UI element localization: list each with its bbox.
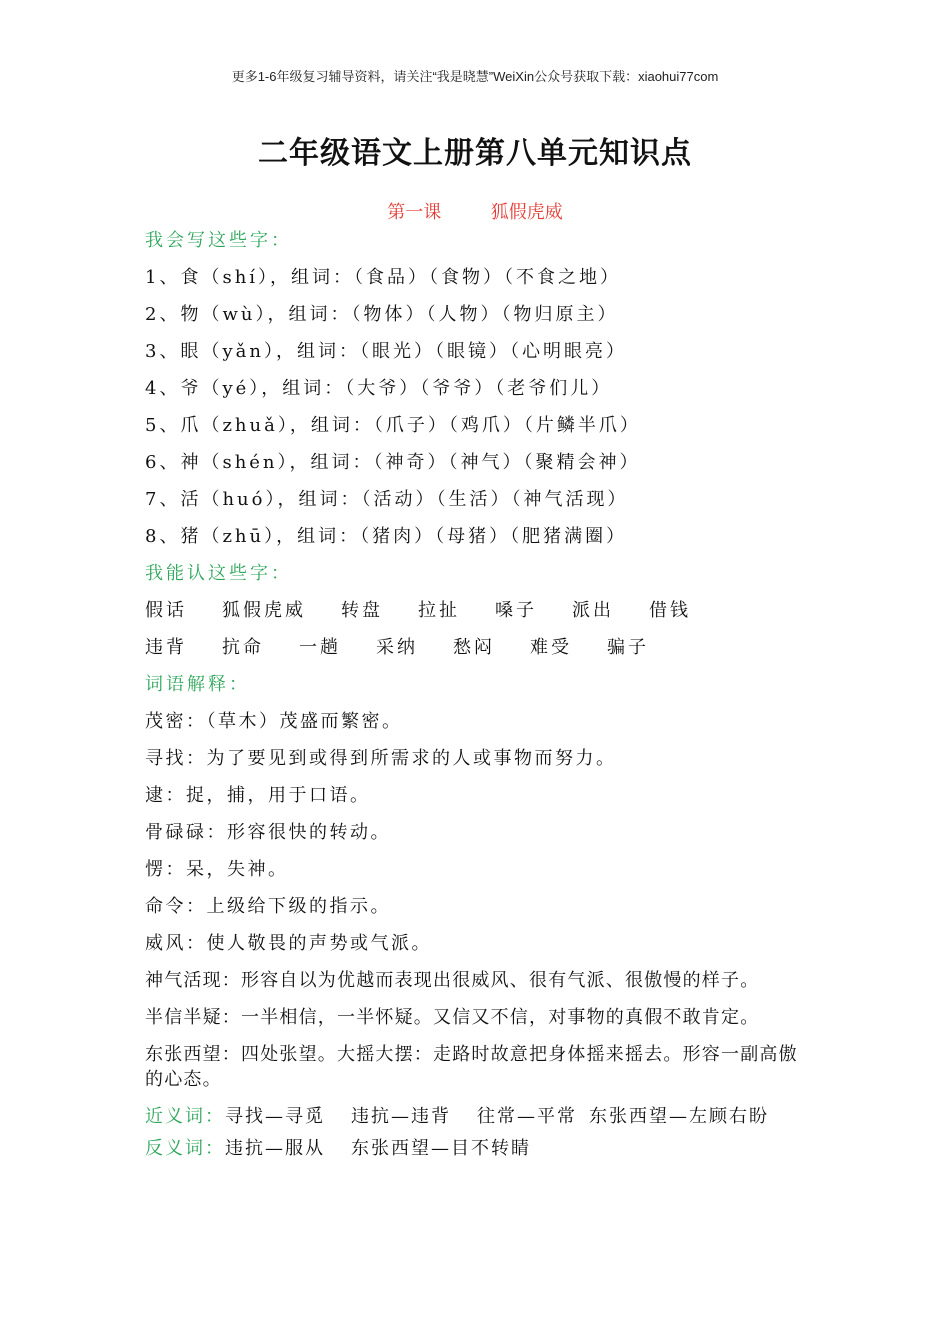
explanation: 东张西望：四处张望。大摇大摆：走路时故意把身体摇来摇去。形容一副高傲的心态。 bbox=[145, 1044, 798, 1090]
write-item: 1、食（shí），组词：（食品）（食物）（不食之地） bbox=[145, 267, 622, 288]
write-item: 7、活（huó），组词：（活动）（生活）（神气活现） bbox=[145, 489, 629, 510]
read-word: 派出 bbox=[572, 600, 614, 621]
write-item: 4、爷（yé），组词：（大爷）（爷爷）（老爷们儿） bbox=[145, 378, 613, 399]
read-word: 拉扯 bbox=[418, 600, 460, 621]
antonyms-label: 反义词： bbox=[145, 1138, 225, 1159]
read-word: 愁闷 bbox=[453, 637, 495, 658]
read-word: 难受 bbox=[530, 637, 572, 658]
read-row bbox=[145, 629, 815, 666]
explanation: 逮：捉，捕，用于口语。 bbox=[145, 785, 371, 806]
explanation: 威风：使人敬畏的声势或气派。 bbox=[145, 933, 432, 954]
antonym-pair: 东张西望—目不转睛 bbox=[351, 1138, 531, 1159]
read-word: 借钱 bbox=[649, 600, 691, 621]
explanation: 寻找：为了要见到或得到所需求的人或事物而努力。 bbox=[145, 748, 617, 769]
write-item: 6、神（shén），组词：（神奇）（神气）（聚精会神） bbox=[145, 452, 641, 473]
header-note: 更多1-6年级复习辅导资料，请关注“我是晓慧”WeiXin公众号获取下载：xiaohui77com bbox=[231, 69, 719, 84]
read-word: 假话 bbox=[145, 600, 187, 621]
explanation: 茂密：（草木）茂盛而繁密。 bbox=[145, 711, 403, 732]
synonyms-label: 近义词： bbox=[145, 1106, 225, 1127]
content-body bbox=[145, 222, 815, 1163]
read-word: 狐假虎威 bbox=[222, 600, 306, 621]
explanation: 半信半疑：一半相信，一半怀疑。又信又不信，对事物的真假不敢肯定。 bbox=[145, 1007, 760, 1028]
page-title: 二年级语文上册第八单元知识点 bbox=[258, 136, 692, 171]
synonym-pair: 寻找—寻觅 bbox=[225, 1106, 325, 1127]
explanation: 愣：呆，失神。 bbox=[145, 859, 289, 880]
lesson-name: 狐假虎威 bbox=[490, 202, 563, 223]
read-word: 抗命 bbox=[222, 637, 264, 658]
write-item: 8、猪（zhū），组词：（猪肉）（母猪）（肥猪满圈） bbox=[145, 526, 628, 547]
read-heading: 我能认这些字： bbox=[145, 563, 292, 584]
synonym-pair: 东张西望—左顾右盼 bbox=[589, 1106, 769, 1127]
synonym-pair: 往常—平常 bbox=[477, 1106, 577, 1127]
lesson-number: 第一课 bbox=[387, 202, 442, 223]
read-word: 一趟 bbox=[299, 637, 341, 658]
explanation: 神气活现：形容自以为优越而表现出很威风、很有气派、很傲慢的样子。 bbox=[145, 970, 760, 991]
synonyms bbox=[145, 1098, 815, 1135]
synonym-pair: 违抗—违背 bbox=[351, 1106, 451, 1127]
explanation: 命令：上级给下级的指示。 bbox=[145, 896, 391, 917]
write-item: 3、眼（yǎn），组词：（眼光）（眼镜）（心明眼亮） bbox=[145, 341, 627, 362]
write-item: 2、物（wù），组词：（物体）（人物）（物归原主） bbox=[145, 304, 619, 325]
read-row bbox=[145, 592, 815, 629]
read-word: 转盘 bbox=[341, 600, 383, 621]
lesson-title bbox=[0, 198, 950, 224]
read-word: 违背 bbox=[145, 637, 187, 658]
write-heading: 我会写这些字： bbox=[145, 230, 292, 251]
explanation: 骨碌碌：形容很快的转动。 bbox=[145, 822, 391, 843]
explain-heading: 词语解释： bbox=[145, 674, 250, 695]
read-word: 采纳 bbox=[376, 637, 418, 658]
write-item: 5、爪（zhuǎ），组词：（爪子）（鸡爪）（片鳞半爪） bbox=[145, 415, 641, 436]
antonym-pair: 违抗—服从 bbox=[225, 1138, 325, 1159]
read-word: 骗子 bbox=[607, 637, 649, 658]
read-word: 嗓子 bbox=[495, 600, 537, 621]
antonyms bbox=[145, 1135, 815, 1163]
